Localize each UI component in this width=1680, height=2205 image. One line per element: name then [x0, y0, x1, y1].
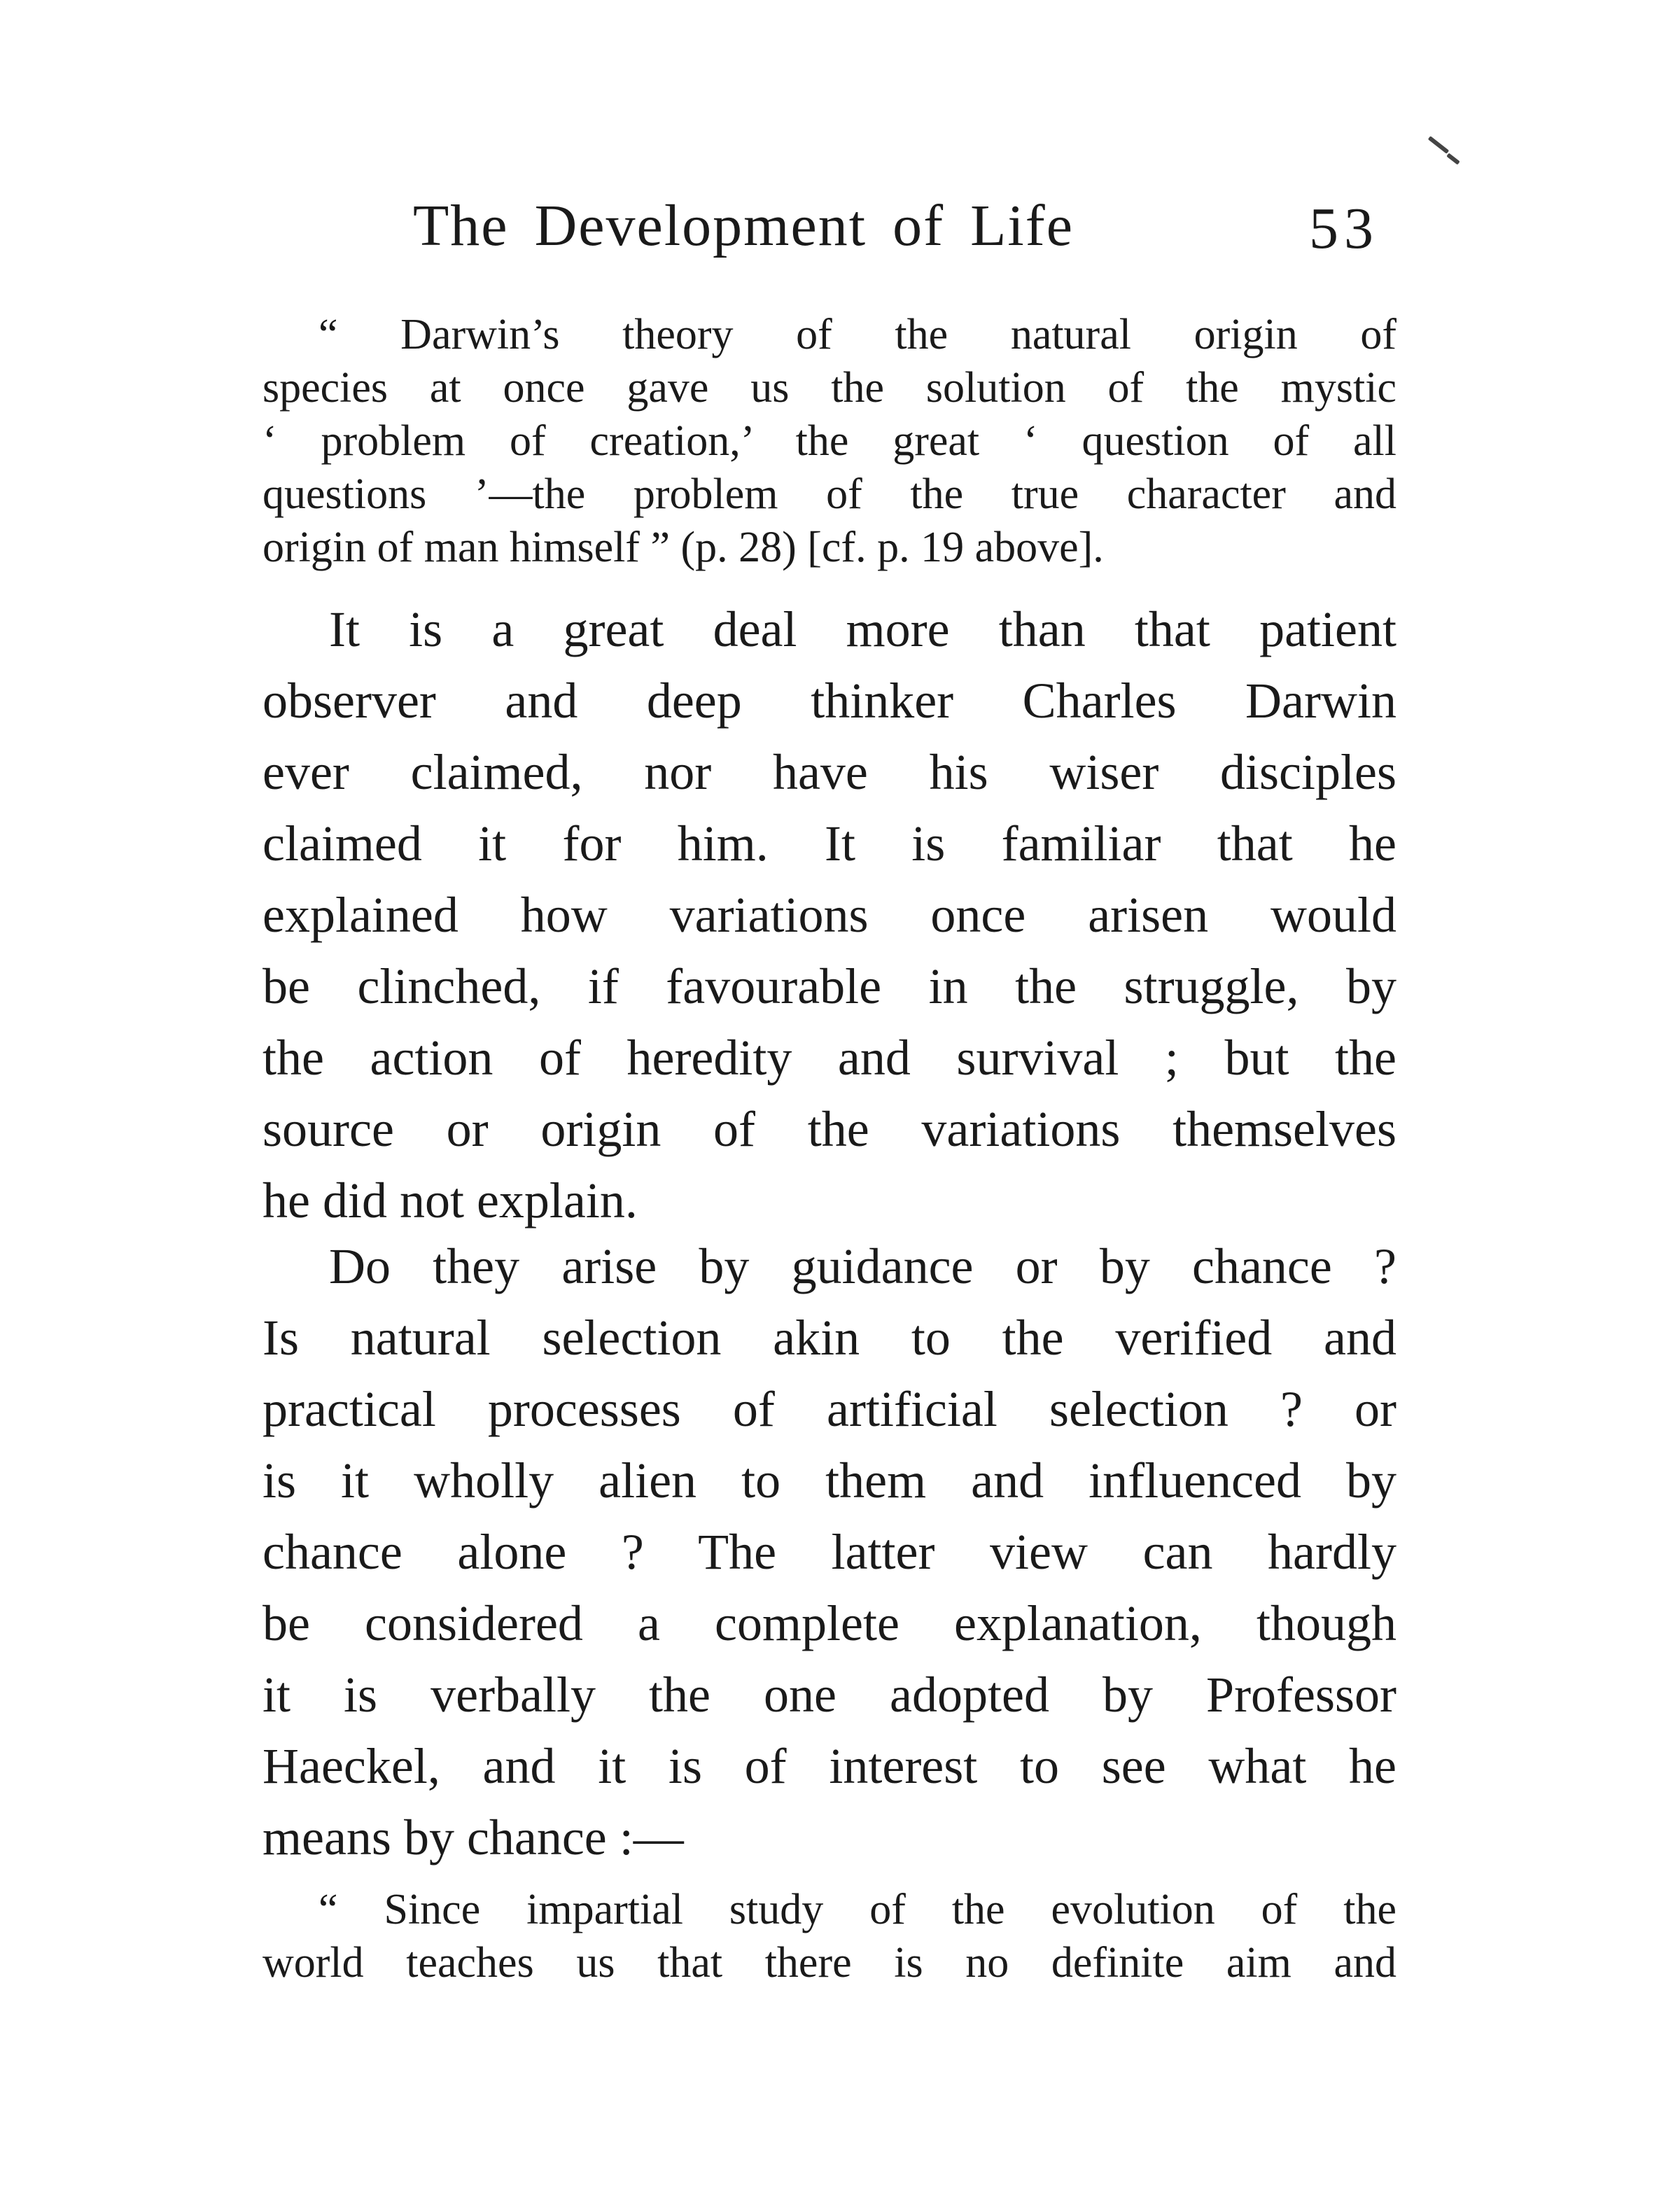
text-line: claimed it for him. It is familiar that he	[262, 816, 1396, 872]
text-line: it is verbally the one adopted by Professor	[262, 1667, 1396, 1723]
quote-line: “ Since impartial study of the evolution of the	[318, 1886, 1396, 1933]
text-line: It is a great deal more than that patient	[329, 601, 1396, 657]
text-line: means by chance :—	[262, 1809, 684, 1865]
running-title: The Development of Life	[413, 193, 1074, 258]
text-line: explained how variations once arisen would	[262, 887, 1396, 943]
text-line: source or origin of the variations themselves	[262, 1101, 1396, 1157]
quote-line: origin of man himself ” (p. 28) [cf. p. 19 above].	[262, 524, 1104, 571]
text-line: Haeckel, and it is of interest to see what he	[262, 1738, 1396, 1794]
text-line: chance alone ? The latter view can hardly	[262, 1524, 1396, 1580]
text-line: practical processes of artificial selection ? or	[262, 1381, 1396, 1437]
paragraph	[262, 594, 1396, 1236]
text-line: be clinched, if favourable in the struggle, by	[262, 958, 1396, 1014]
quote-line: world teaches us that there is no definite aim and	[262, 1939, 1396, 1987]
text-line: be considered a complete explanation, though	[262, 1595, 1396, 1651]
quote-line: “ Darwin’s theory of the natural origin of	[318, 311, 1396, 358]
text-line: ever claimed, nor have his wiser disciples	[262, 744, 1396, 800]
margin-mark	[1446, 153, 1460, 164]
quote-line: ‘ problem of creation,’ the great ‘ question of all	[262, 417, 1396, 465]
text-line: observer and deep thinker Charles Darwin	[262, 673, 1396, 729]
text-line: he did not explain.	[262, 1172, 638, 1228]
quote-line: species at once gave us the solution of the mystic	[262, 364, 1396, 412]
page-number: 53	[1309, 196, 1379, 261]
text-line: is it wholly alien to them and influenced by	[262, 1452, 1396, 1508]
quote-line: questions ’—the problem of the true character and	[262, 470, 1396, 518]
text-line: the action of heredity and survival ; but the	[262, 1030, 1396, 1086]
paragraph	[262, 1231, 1396, 1873]
block-quote	[262, 308, 1396, 574]
running-head	[413, 188, 1379, 265]
text-line: Is natural selection akin to the verified and	[262, 1310, 1396, 1366]
block-quote	[262, 1883, 1396, 1989]
margin-mark	[1428, 136, 1449, 154]
text-line: Do they arise by guidance or by chance ?	[329, 1238, 1396, 1294]
